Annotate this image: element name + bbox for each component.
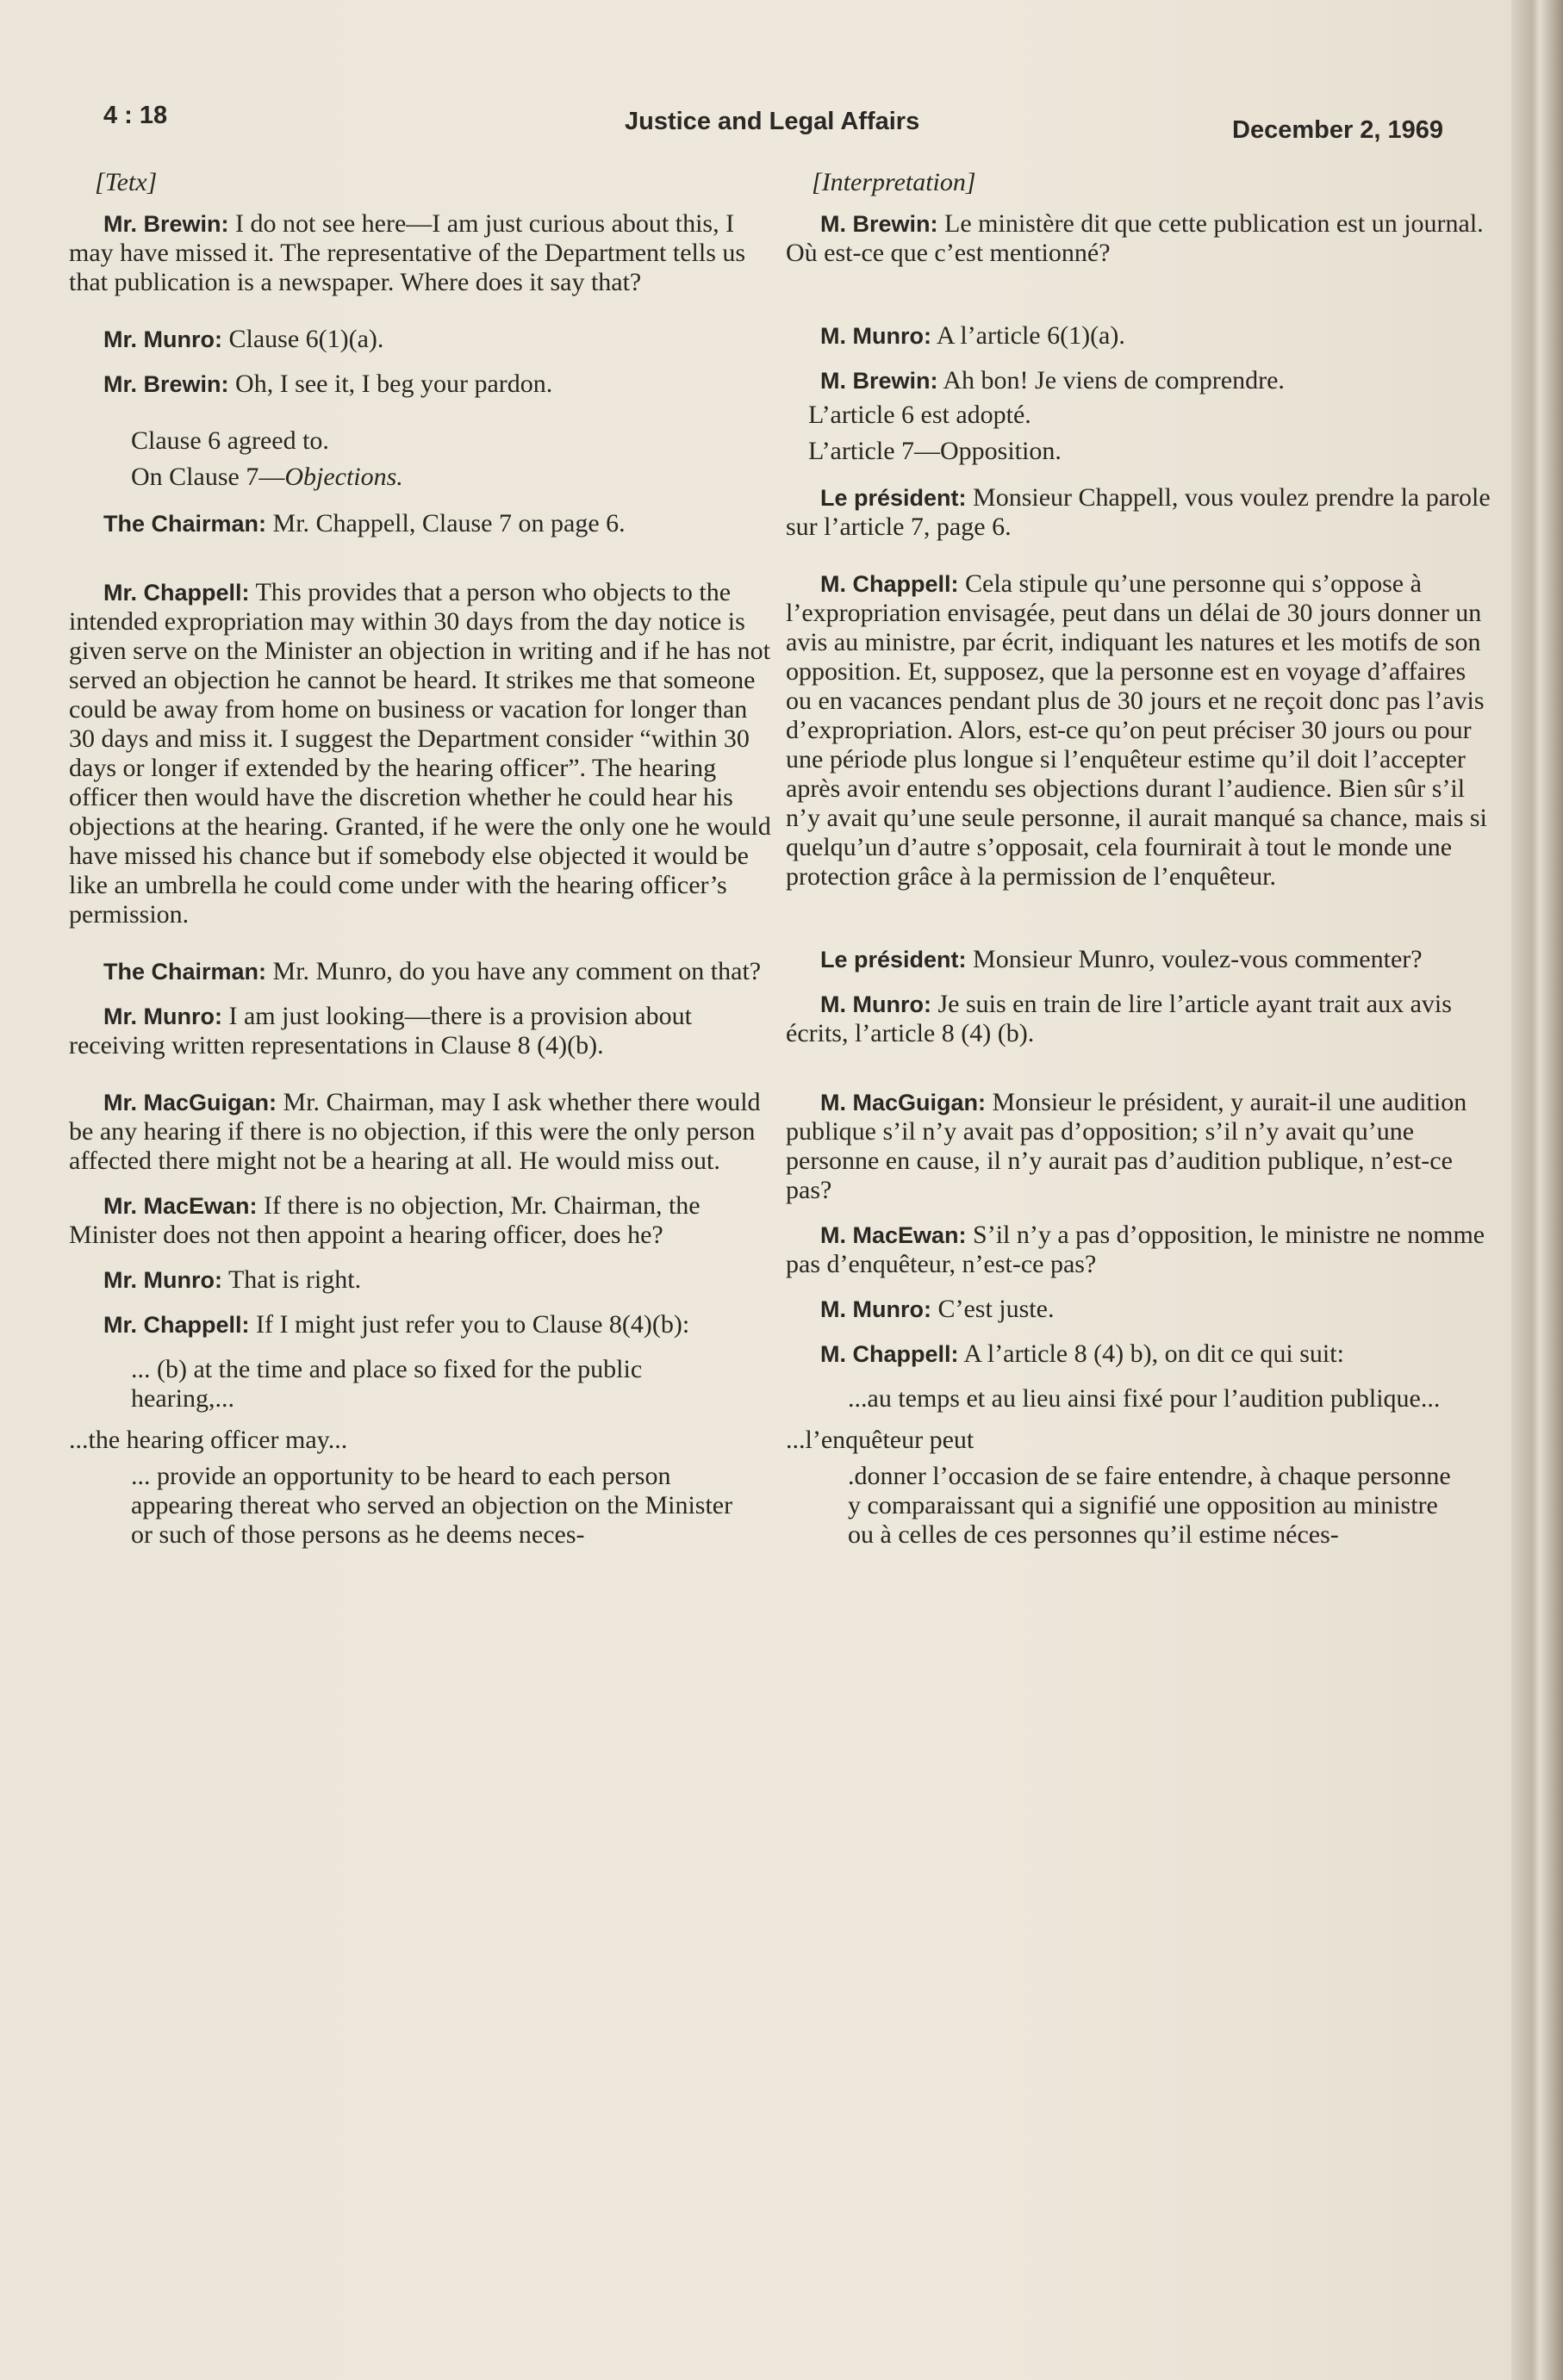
speaker: Mr. MacGuigan: xyxy=(103,1090,277,1115)
statement-text: Je suis en train de lire l’article ayant trait aux avis écrits, l’article 8 (4) (b). xyxy=(786,990,1452,1047)
statement xyxy=(69,209,775,297)
section-tag: [Interpretation] xyxy=(812,168,976,196)
statement-text: Mr. Munro, do you have any comment on that? xyxy=(266,957,762,985)
statement-text: C’est juste. xyxy=(931,1295,1055,1323)
quoted-clause: ... provide an opportunity to be heard to each person appearing thereat who served an objection on the Minister or such of those persons as he deems neces- xyxy=(131,1462,733,1549)
statement xyxy=(786,1339,1492,1369)
quoted-clause: ... (b) at the time and place so fixed for the public hearing,... xyxy=(131,1355,643,1413)
statement-text: If there is no objection, Mr. Chairman, the Minister does not then appoint a hearing officer, does he? xyxy=(69,1191,701,1249)
speaker: M. MacGuigan: xyxy=(820,1090,987,1115)
statement-text: Monsieur Munro, voulez-vous commenter? xyxy=(966,945,1423,973)
statement xyxy=(786,321,1492,351)
statement-text: Ah bon! Je viens de comprendre. xyxy=(937,366,1285,395)
statement-text: Clause 6(1)(a). xyxy=(221,325,384,353)
procedural-note: On Clause 7—Objections. xyxy=(131,463,403,491)
speaker: M. Brewin: xyxy=(820,211,938,237)
speaker: Mr. MacEwan: xyxy=(103,1193,258,1219)
statement-text: S’il n’y a pas d’opposition, le ministre ne nomme pas d’enquêteur, n’est-ce pas? xyxy=(786,1221,1485,1278)
statement-text: Mr. Chairman, may I ask whether there would be any hearing if there is no objection, if this were the only person affected there might not be a hearing at all. He would miss out. xyxy=(69,1088,761,1175)
speaker: M. Munro: xyxy=(820,991,931,1017)
statement-text: A l’article 6(1)(a). xyxy=(931,321,1125,350)
statement xyxy=(69,370,775,399)
speaker: Mr. Brewin: xyxy=(103,211,229,237)
page-number: 4 : 18 xyxy=(103,102,168,129)
book-spine xyxy=(1511,0,1563,2380)
statement xyxy=(69,957,775,986)
statement-text: I do not see here—I am just curious about this, I may have missed it. The representative of the Department tells us that publication is a newspaper. Where does it say that? xyxy=(69,209,746,296)
statement xyxy=(786,209,1492,268)
statement xyxy=(69,1310,775,1339)
statement xyxy=(69,1265,775,1295)
speaker: Mr. Brewin: xyxy=(103,371,229,397)
speaker: Mr. Chappell: xyxy=(103,1312,250,1338)
running-title: Justice and Legal Affairs xyxy=(625,108,920,135)
speaker: Le président: xyxy=(820,947,967,973)
french-column xyxy=(786,168,1492,1562)
statement xyxy=(786,569,1492,892)
page-header xyxy=(103,102,1499,145)
procedural-note: L’article 7—Opposition. xyxy=(808,437,1062,465)
statement xyxy=(69,325,775,354)
speaker: M. Brewin: xyxy=(820,368,938,394)
statement xyxy=(786,945,1492,974)
statement xyxy=(786,1221,1492,1279)
statement-text: A l’article 8 (4) b), on dit ce qui suit: xyxy=(958,1339,1344,1368)
statement xyxy=(786,483,1492,542)
speaker: M. Munro: xyxy=(820,1296,931,1322)
quote-lead: ...l’enquêteur peut xyxy=(786,1426,975,1454)
speaker: M. Munro: xyxy=(820,323,931,349)
speaker: Le président: xyxy=(820,485,967,511)
speaker: Mr. Munro: xyxy=(103,326,222,352)
statement-text: That is right. xyxy=(221,1265,362,1294)
statement-text: Monsieur le président, y aurait-il une audition publique s’il n’y avait pas d’opposition; s’il n’y avait qu’une personne en cause, il n’y aurait pas d’audition publique, n’est-ce pas? xyxy=(786,1088,1467,1204)
statement-text: Mr. Chappell, Clause 7 on page 6. xyxy=(266,509,626,538)
statement-text: Le ministère dit que cette publication est un journal. Où est-ce que c’est mentionné? xyxy=(786,209,1484,267)
speaker: M. MacEwan: xyxy=(820,1222,967,1248)
speaker: M. Chappell: xyxy=(820,1341,959,1367)
statement xyxy=(69,509,775,538)
statement xyxy=(69,1191,775,1250)
statement xyxy=(786,1295,1492,1324)
statement xyxy=(786,990,1492,1048)
statement-text: If I might just refer you to Clause 8(4)(b): xyxy=(249,1310,690,1339)
statement xyxy=(69,1088,775,1176)
speaker: Mr. Munro: xyxy=(103,1004,222,1029)
statement xyxy=(786,366,1492,395)
speaker: The Chairman: xyxy=(103,959,267,985)
statement xyxy=(69,578,775,929)
quoted-clause: .donner l’occasion de se faire entendre, à chaque personne y comparaissant qui a signifié une opposition au ministre ou à celles de ces personnes qu’il estime néces- xyxy=(848,1462,1451,1549)
speaker: Mr. Chappell: xyxy=(103,580,250,606)
statement-text: Cela stipule qu’une personne qui s’oppose à l’expropriation envisagée, peut dans un délai de 30 jours donner un avis au ministre, par écrit, indiquant les natures et les motifs de son opposition. Et, supposez, que la personne est en voyage d’affaires ou en vacances pendant plus de 30 jours et ne reçoit donc pas l’avis d’expropriation. Alors, est-ce qu’on peut préciser 30 jours ou pour une période plus longue si l’enquêteur estime qu’il doit l’accepter après avoir entendu ses objections durant l’audience. Bien sûr s’il n’y avait qu’une seule personne, il aurait manqué sa chance, mais si quelqu’un d’autre s’opposait, cela fournirait à tout le monde une protection grâce à la permission de l’enquêteur. xyxy=(786,569,1487,891)
speaker: Mr. Munro: xyxy=(103,1267,222,1293)
statement xyxy=(786,1088,1492,1205)
speaker: The Chairman: xyxy=(103,511,267,537)
quoted-clause: ...au temps et au lieu ainsi fixé pour l’audition publique... xyxy=(848,1384,1441,1413)
statement-text: This provides that a person who objects to the intended expropriation may within 30 days from the day notice is given serve on the Minister an objection in writing and if he has not served an objection he cannot be heard. It strikes me that someone could be away from home on business or vacation for longer than 30 days and miss it. I suggest the Department consider “within 30 days or longer if extended by the hearing officer”. The hearing officer then would have the discretion whether he could hear his objections at the hearing. Granted, if he were the only one he would have missed his chance but if somebody else objected it would be like an umbrella he could come under with the hearing officer’s permission. xyxy=(69,578,771,929)
procedural-note: L’article 6 est adopté. xyxy=(808,401,1031,429)
statement-text: Oh, I see it, I beg your pardon. xyxy=(228,370,553,398)
section-tag: [Tetx] xyxy=(95,168,158,196)
english-column xyxy=(69,168,775,1562)
procedural-note: Clause 6 agreed to. xyxy=(131,426,329,455)
speaker: M. Chappell: xyxy=(820,571,959,597)
statement xyxy=(69,1002,775,1060)
quote-lead: ...the hearing officer may... xyxy=(69,1426,348,1454)
statement-text: Monsieur Chappell, vous voulez prendre la parole sur l’article 7, page 6. xyxy=(786,483,1491,541)
statement-text: I am just looking—there is a provision about receiving written representations in Clause 8 (4)(b). xyxy=(69,1002,692,1060)
header-date: December 2, 1969 xyxy=(1232,116,1444,144)
